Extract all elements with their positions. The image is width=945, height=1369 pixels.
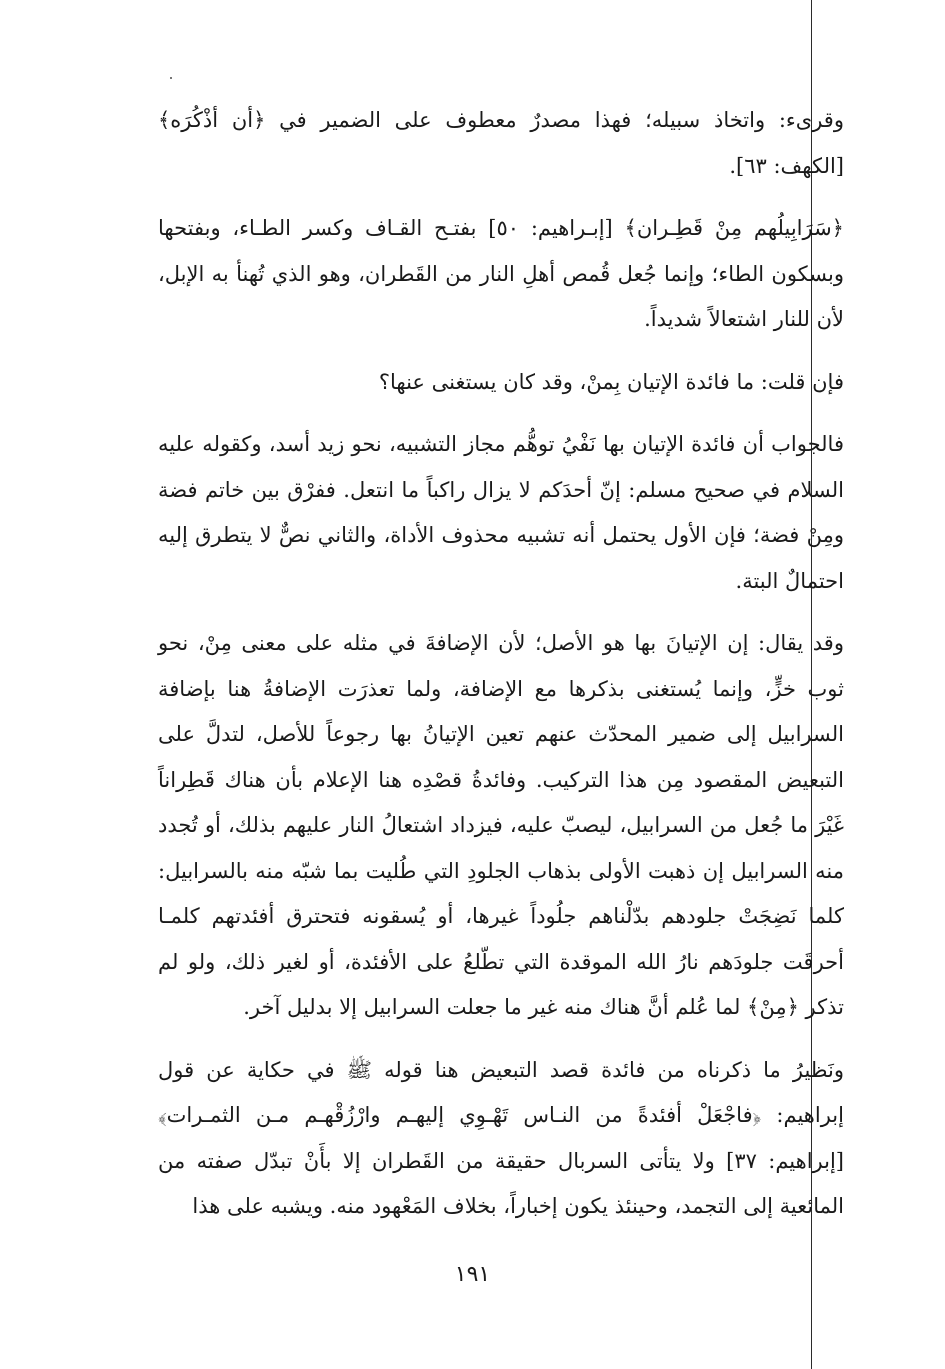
scan-speck [170, 77, 172, 79]
paragraph-5: وقد يقال: إن الإتيانَ بها هو الأصل؛ لأن الإضافةَ في مثله على معنى مِنْ، نحو ثوب خزٍّ، وإنما يُستغنى بذكرها مع الإضافة، ولما تعذرَت الإضافةُ هنا بإضافة السرابيل إلى ضمير المحدّث عنهم تعين الإتيانُ بها رجوعاً للأصل، لتدلَّ على التبعيض المقصود مِن هذا التركيب. وفائدةُ قصْدِه هنا الإعلام بأن هناك قَطِراناً غَيْرَ ما جُعل من السرابيل، ليصبّ عليه، فيزداد اشتعالُ النار عليهم بذلك، أو تُجدد منه السرابيل إن ذهبت الأولى بذهاب الجلودِ التي طُليت بما شبّه منه بالسرابيل: كلما نَضِجَتْ جلودهم بدّلْناهم جلُوداً غيرها، أو يُسقونه فتحترق أفئدتهم كلمـا أحرقَت جلودَهم نارُ الله الموقدة التي تطّلعُ على الأفئدة، أو لغير ذلك، ولو لم تذكر ﴿مِنْ﴾ لما عُلم أنَّ هناك منه غير ما جعلت السرابيل إلا بدليل آخر. [158, 631, 844, 1019]
page-number: ١٩١ [454, 1262, 491, 1287]
body-text [158, 98, 844, 1247]
paragraph-2: ﴿سَرَابِيلُهم مِنْ قَطِـران﴾ [إبـراهيم: ٥٠] بفتـح القـاف وكسر الطـاء، وبفتحها وبسكون الطاء؛ وإنما جُعل قُمص أهلِ النار من القَطران، وهو الذي تُهنأ به الإبل، لأن للنار اشتعالاً شديداً. [158, 216, 844, 331]
paragraph-4: فالجواب أن فائدة الإتيان بها نَفْيُ توهُّم مجاز التشبيه، نحو زيد أسد، وكقوله عليه السلام في صحيح مسلم: إنّ أحدَكم لا يزال راكباً ما انتعل. ففرْق بين خاتم فضة ومِنْ فضة؛ فإن الأول يحتمل أنه تشبيه محذوف الأداة، والثاني نصٌّ لا يتطرق إليه احتمالٌ البتة. [158, 432, 844, 593]
paragraph-1: وقرىء: واتخاذ سبيله؛ فهذا مصدرٌ معطوف على الضمير في ﴿أن أذْكُرَه﴾ [الكهف: ٦٣]. [158, 108, 844, 178]
paragraph-6: ونَظيرُ ما ذكرناه من فائدة قصد التبعيض هنا قوله ﷺ في حكاية عن قول إبراهيم: ﴿فاجْعَلْ أفئدةً من النـاس تَهْـوِي إليهـم وارْزُقْهـم مـن الثمـرات﴾ [إبراهيم: ٣٧] ولا يتأتى السربال حقيقة من القَطران إلا بأَنْ تبدّل صفته من المائعية إلى التجمد، وحينئذ يكون إخباراً، بخلاف المَعْهود منه. ويشبه على هذا [158, 1057, 844, 1218]
paragraph-3: فإن قلت: ما فائدة الإتيان بِمنْ، وقد كان يستغنى عنها؟ [378, 369, 844, 394]
